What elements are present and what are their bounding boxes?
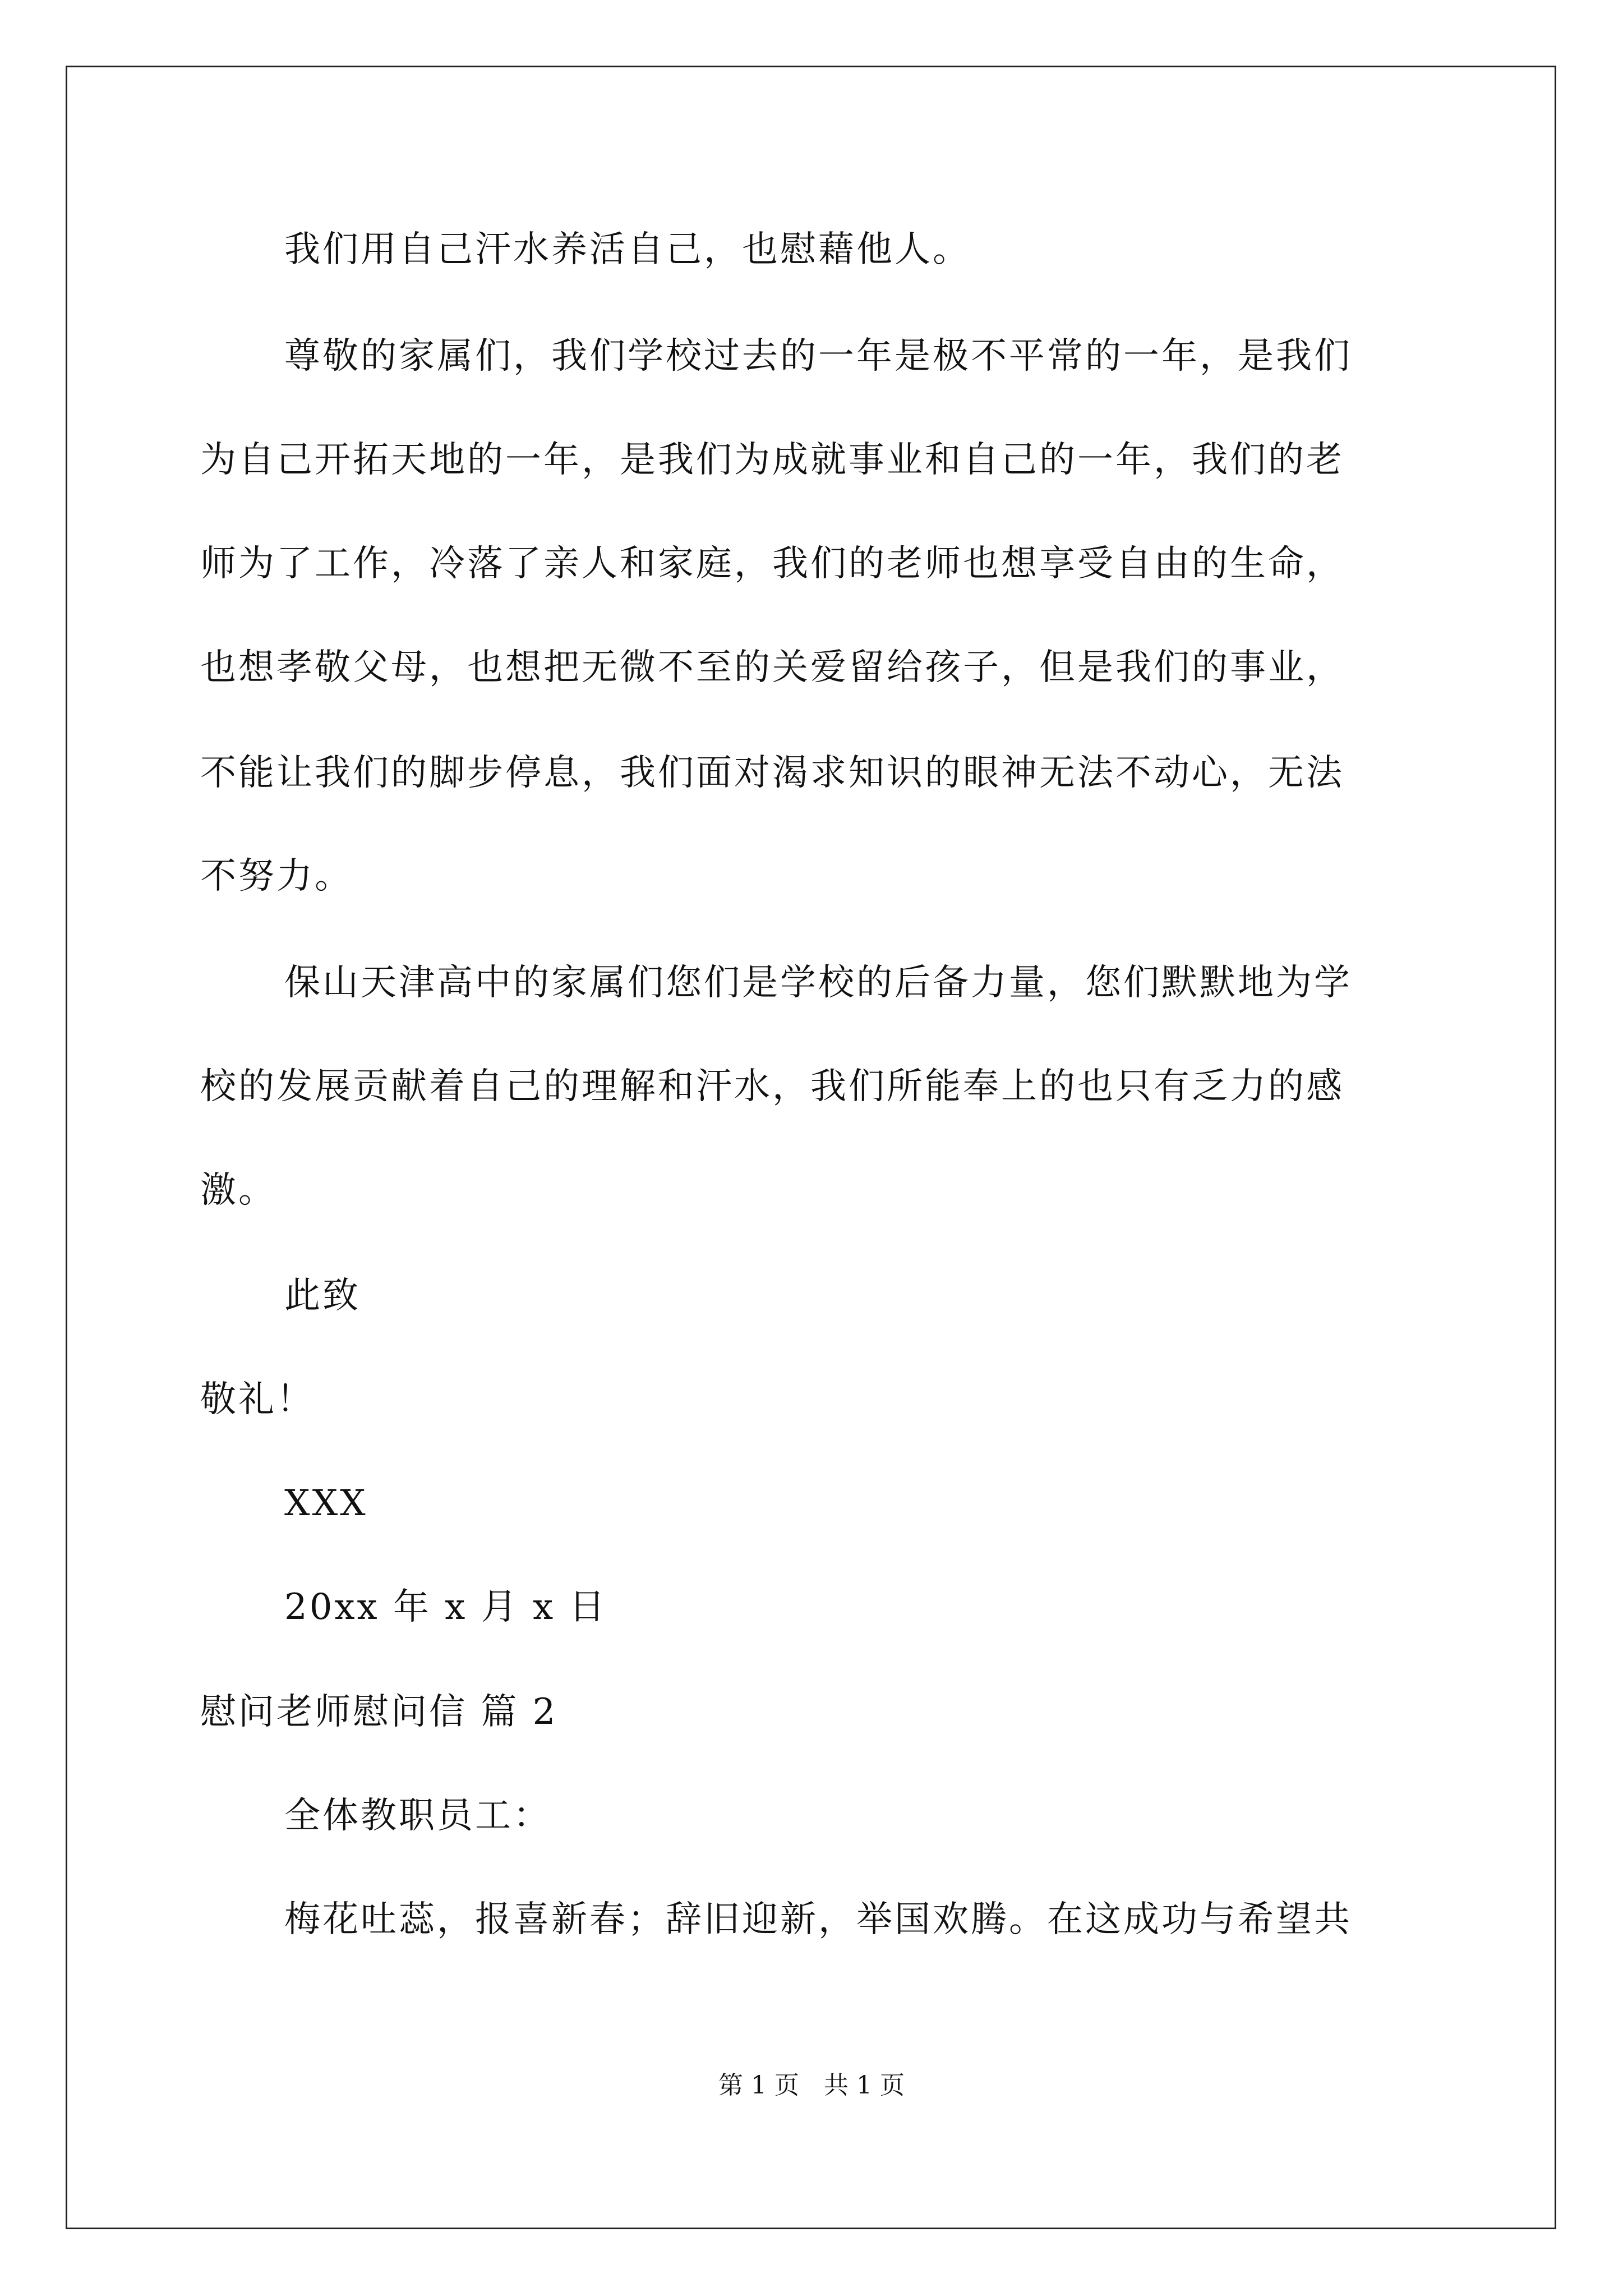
paragraph-line: 师为了工作，冷落了亲人和家庭，我们的老师也想享受自由的生命， [200,543,1344,585]
page-footer: 第 1 页 共 1 页 [718,2071,905,2100]
paragraph-line: 不能让我们的脚步停息，我们面对渴求知识的眼神无法不动心，无法 [200,752,1344,794]
paragraph-line: 我们用自己汗水养活自己，也慰藉他人。 [284,229,971,270]
paragraph-line: 也想孝敬父母，也想把无微不至的关爱留给孩子，但是我们的事业， [200,647,1344,688]
paragraph-line: 尊敬的家属们，我们学校过去的一年是极不平常的一年，是我们 [284,335,1352,377]
paragraph-line: 保山天津高中的家属们您们是学校的后备力量，您们默默地为学 [284,962,1352,1004]
date-line: 20xx 年 x 月 x 日 [284,1586,607,1628]
paragraph-line: 为自己开拓天地的一年，是我们为成就事业和自己的一年，我们的老 [200,439,1344,481]
paragraph-line: 激。 [200,1170,276,1211]
closing-respect: 敬礼！ [200,1379,315,1420]
signature: XXX [284,1483,368,1524]
paragraph-line: 不努力。 [200,855,353,897]
greeting-line: 全体教职员工： [284,1795,551,1837]
paragraph-line: 校的发展贡献着自己的理解和汗水，我们所能奉上的也只有乏力的感 [200,1066,1344,1107]
section-heading: 慰问老师慰问信 篇 2 [200,1691,558,1733]
paragraph-line: 梅花吐蕊，报喜新春；辞旧迎新，举国欢腾。在这成功与希望共 [284,1899,1352,1940]
closing-salutation: 此致 [284,1275,361,1317]
